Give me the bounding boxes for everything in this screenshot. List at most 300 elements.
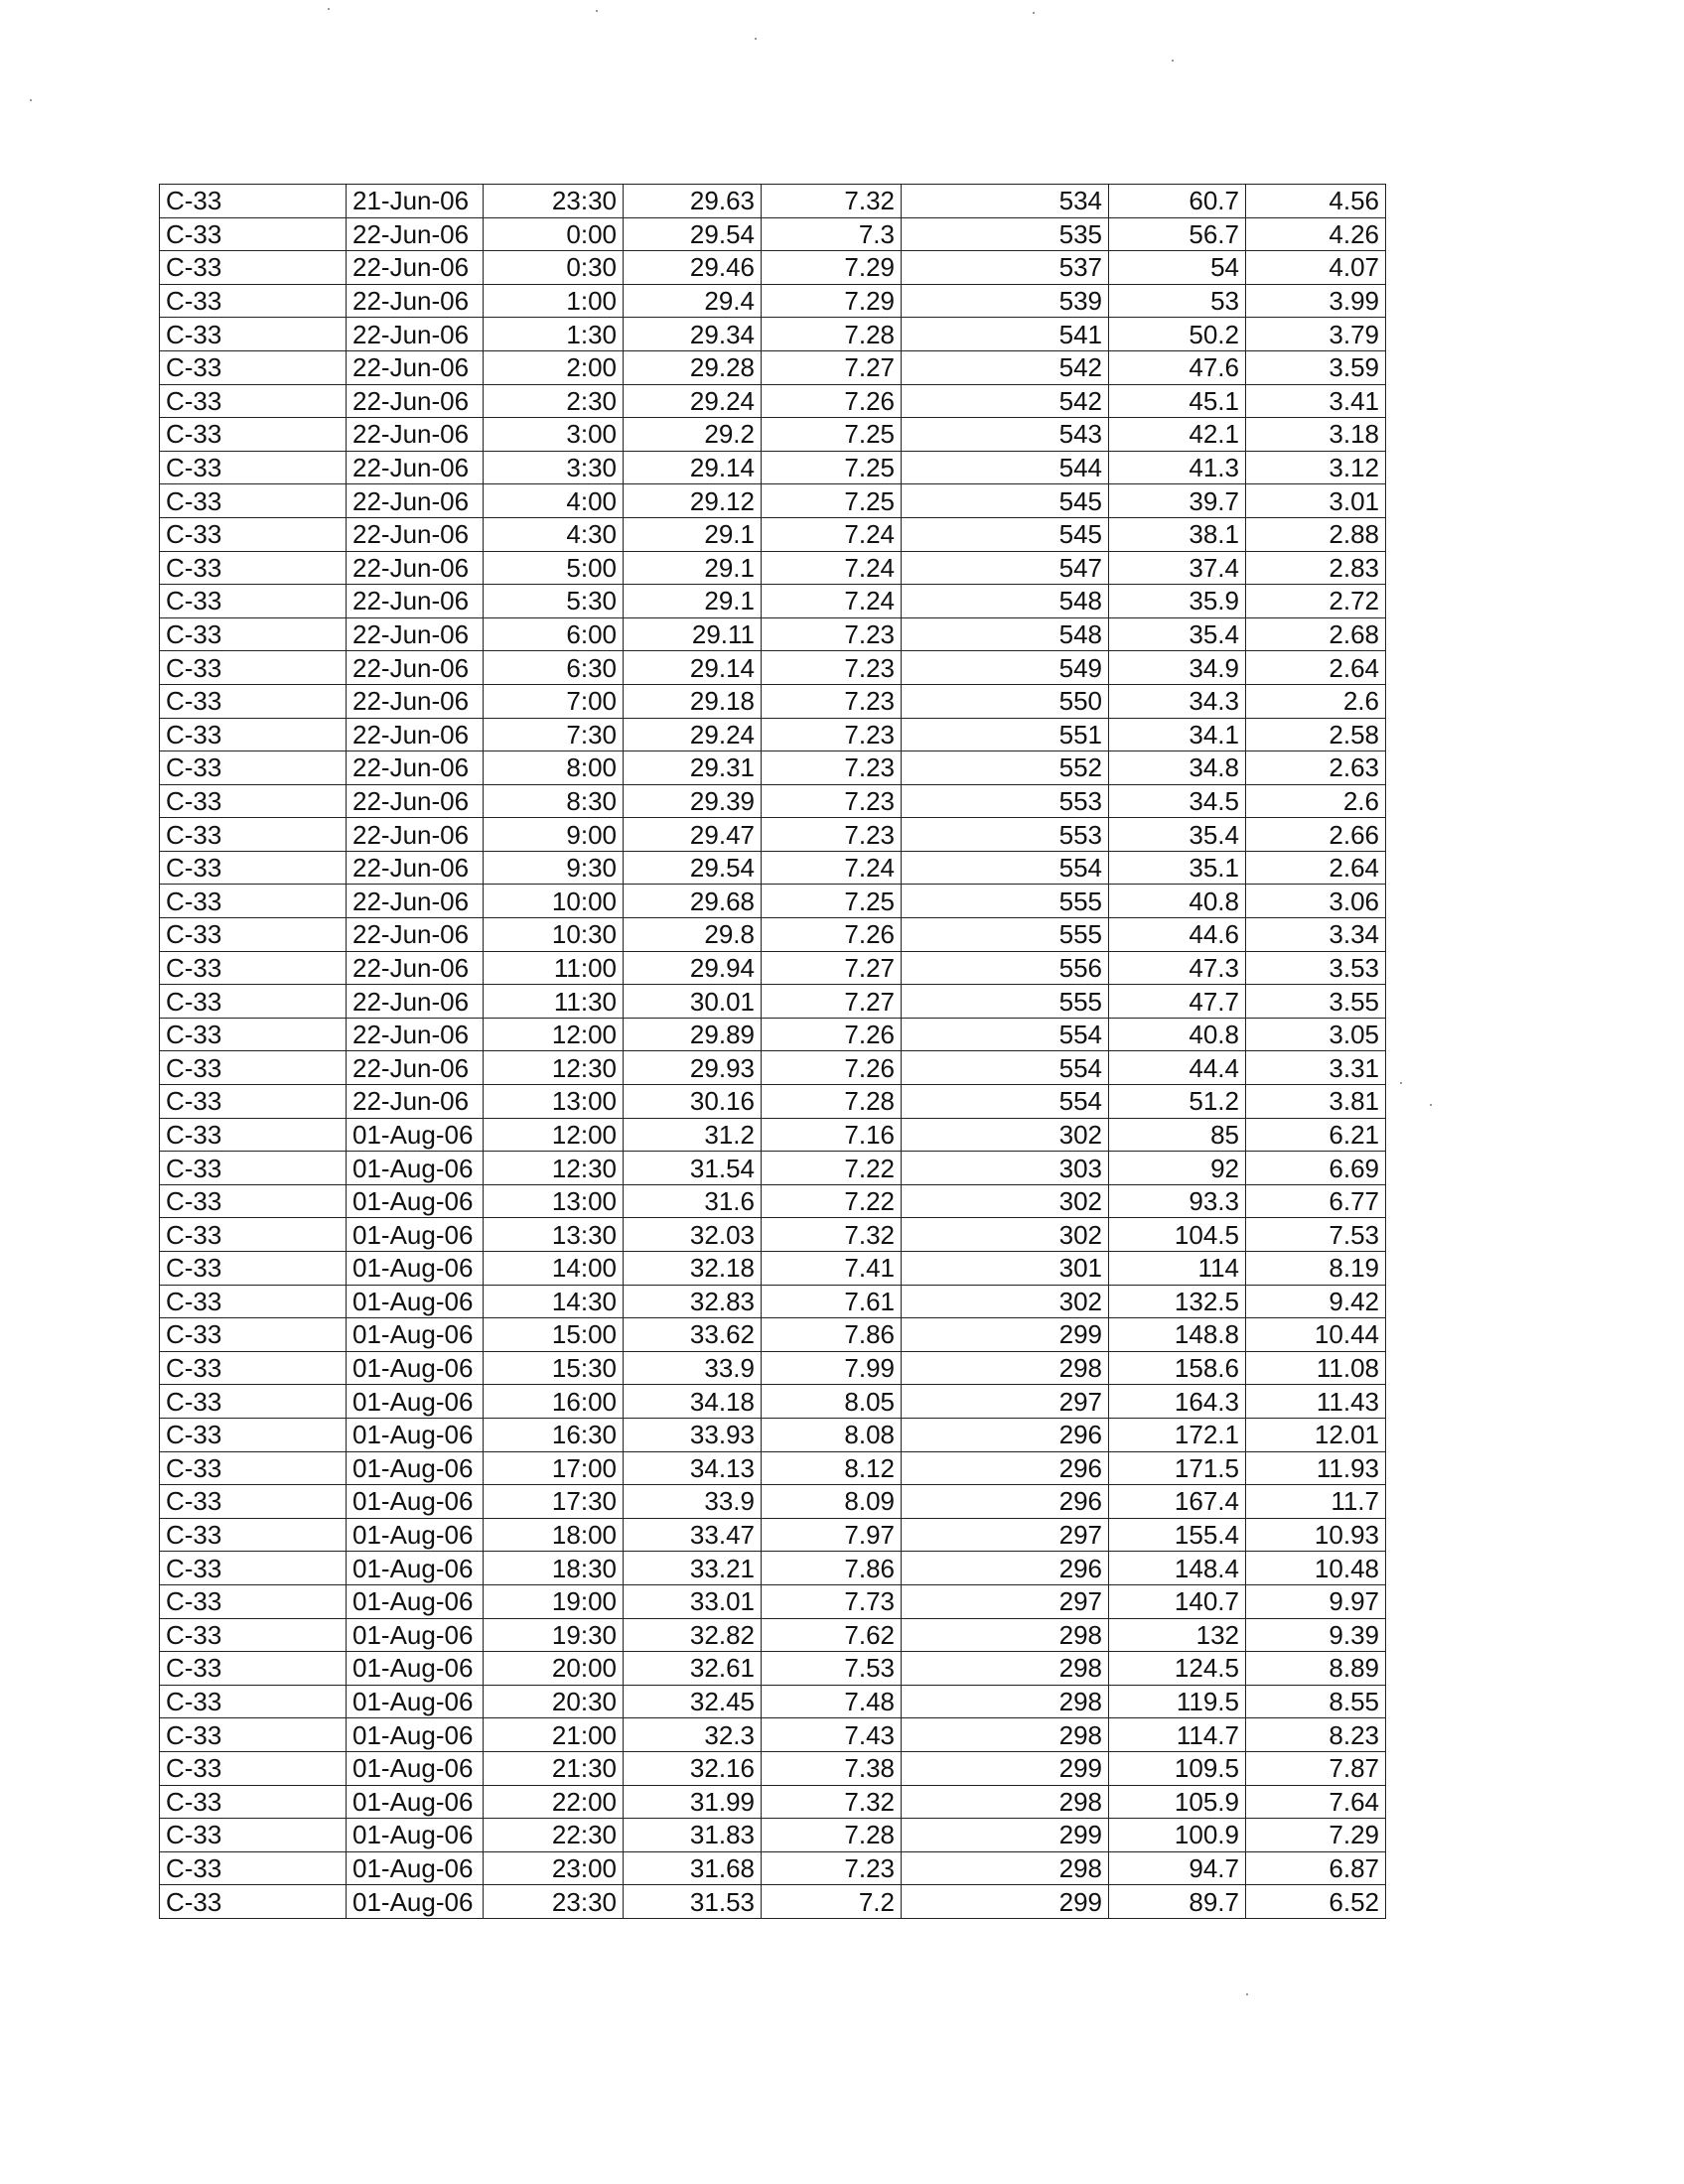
value-3-cell: 544 <box>902 451 1109 484</box>
value-1-cell: 33.93 <box>624 1418 762 1451</box>
value-1-cell: 29.2 <box>624 418 762 452</box>
table-row <box>160 1351 1386 1385</box>
date-cell: 01-Aug-06 <box>347 1584 484 1618</box>
value-2-cell: 7.28 <box>762 1085 902 1119</box>
value-3-cell: 297 <box>902 1385 1109 1419</box>
table-row <box>160 751 1386 785</box>
station-cell: C-33 <box>160 1085 347 1119</box>
value-4-cell: 44.4 <box>1109 1051 1246 1085</box>
date-cell: 22-Jun-06 <box>347 318 484 351</box>
value-1-cell: 32.16 <box>624 1751 762 1785</box>
value-5-cell: 3.18 <box>1246 418 1386 452</box>
value-3-cell: 548 <box>902 585 1109 618</box>
time-cell: 22:00 <box>484 1785 624 1819</box>
date-cell: 01-Aug-06 <box>347 1285 484 1318</box>
date-cell: 22-Jun-06 <box>347 985 484 1019</box>
value-2-cell: 7.43 <box>762 1718 902 1752</box>
value-1-cell: 34.18 <box>624 1385 762 1419</box>
value-5-cell: 3.41 <box>1246 384 1386 418</box>
value-1-cell: 30.16 <box>624 1085 762 1119</box>
value-4-cell: 94.7 <box>1109 1851 1246 1885</box>
value-2-cell: 7.25 <box>762 451 902 484</box>
time-cell: 3:00 <box>484 418 624 452</box>
value-5-cell: 10.44 <box>1246 1318 1386 1352</box>
value-1-cell: 34.13 <box>624 1451 762 1485</box>
value-5-cell: 3.31 <box>1246 1051 1386 1085</box>
table-row <box>160 651 1386 685</box>
value-1-cell: 29.63 <box>624 185 762 218</box>
table-row <box>160 1785 1386 1819</box>
value-2-cell: 7.23 <box>762 617 902 651</box>
value-5-cell: 9.42 <box>1246 1285 1386 1318</box>
value-5-cell: 3.81 <box>1246 1085 1386 1119</box>
value-5-cell: 6.52 <box>1246 1885 1386 1919</box>
station-cell: C-33 <box>160 718 347 751</box>
value-2-cell: 7.23 <box>762 784 902 818</box>
value-1-cell: 29.46 <box>624 251 762 285</box>
value-1-cell: 29.31 <box>624 751 762 785</box>
value-4-cell: 93.3 <box>1109 1184 1246 1218</box>
station-cell: C-33 <box>160 1252 347 1286</box>
value-1-cell: 33.01 <box>624 1584 762 1618</box>
table-row <box>160 1218 1386 1252</box>
value-4-cell: 85 <box>1109 1118 1246 1152</box>
value-1-cell: 29.68 <box>624 885 762 918</box>
time-cell: 13:00 <box>484 1184 624 1218</box>
value-2-cell: 7.29 <box>762 251 902 285</box>
time-cell: 21:30 <box>484 1751 624 1785</box>
value-1-cell: 29.4 <box>624 284 762 318</box>
time-cell: 15:00 <box>484 1318 624 1352</box>
value-4-cell: 41.3 <box>1109 451 1246 484</box>
date-cell: 22-Jun-06 <box>347 1018 484 1051</box>
value-2-cell: 7.24 <box>762 551 902 585</box>
scan-speck <box>1246 1993 1248 1995</box>
date-cell: 01-Aug-06 <box>347 1851 484 1885</box>
value-1-cell: 29.8 <box>624 918 762 952</box>
time-cell: 9:30 <box>484 851 624 885</box>
time-cell: 1:30 <box>484 318 624 351</box>
value-1-cell: 32.18 <box>624 1252 762 1286</box>
value-3-cell: 550 <box>902 684 1109 718</box>
value-5-cell: 6.87 <box>1246 1851 1386 1885</box>
station-cell: C-33 <box>160 1051 347 1085</box>
value-3-cell: 552 <box>902 751 1109 785</box>
station-cell: C-33 <box>160 684 347 718</box>
table-row <box>160 1552 1386 1585</box>
value-4-cell: 60.7 <box>1109 185 1246 218</box>
value-4-cell: 40.8 <box>1109 885 1246 918</box>
time-cell: 7:00 <box>484 684 624 718</box>
value-2-cell: 8.08 <box>762 1418 902 1451</box>
value-5-cell: 10.48 <box>1246 1552 1386 1585</box>
value-4-cell: 92 <box>1109 1152 1246 1185</box>
value-3-cell: 554 <box>902 851 1109 885</box>
table-row <box>160 1418 1386 1451</box>
value-1-cell: 29.94 <box>624 951 762 985</box>
value-1-cell: 29.54 <box>624 851 762 885</box>
station-cell: C-33 <box>160 918 347 952</box>
value-2-cell: 7.97 <box>762 1518 902 1552</box>
value-5-cell: 11.93 <box>1246 1451 1386 1485</box>
time-cell: 2:00 <box>484 350 624 384</box>
time-cell: 20:30 <box>484 1685 624 1718</box>
station-cell: C-33 <box>160 1584 347 1618</box>
time-cell: 3:30 <box>484 451 624 484</box>
table-row <box>160 684 1386 718</box>
value-1-cell: 33.47 <box>624 1518 762 1552</box>
time-cell: 17:00 <box>484 1451 624 1485</box>
value-5-cell: 4.07 <box>1246 251 1386 285</box>
value-4-cell: 140.7 <box>1109 1584 1246 1618</box>
station-cell: C-33 <box>160 1218 347 1252</box>
value-4-cell: 132.5 <box>1109 1285 1246 1318</box>
value-1-cell: 29.1 <box>624 517 762 551</box>
value-3-cell: 534 <box>902 185 1109 218</box>
value-2-cell: 7.23 <box>762 651 902 685</box>
data-table <box>159 184 1386 1919</box>
value-5-cell: 2.6 <box>1246 784 1386 818</box>
value-2-cell: 7.62 <box>762 1618 902 1652</box>
value-4-cell: 34.5 <box>1109 784 1246 818</box>
value-5-cell: 12.01 <box>1246 1418 1386 1451</box>
value-2-cell: 7.24 <box>762 585 902 618</box>
value-2-cell: 7.25 <box>762 484 902 518</box>
value-5-cell: 3.06 <box>1246 885 1386 918</box>
value-3-cell: 551 <box>902 718 1109 751</box>
value-5-cell: 2.58 <box>1246 718 1386 751</box>
station-cell: C-33 <box>160 1685 347 1718</box>
time-cell: 17:30 <box>484 1485 624 1519</box>
table-row <box>160 585 1386 618</box>
time-cell: 19:30 <box>484 1618 624 1652</box>
time-cell: 2:30 <box>484 384 624 418</box>
table-row <box>160 1085 1386 1119</box>
value-1-cell: 31.68 <box>624 1851 762 1885</box>
value-1-cell: 29.11 <box>624 617 762 651</box>
date-cell: 22-Jun-06 <box>347 418 484 452</box>
date-cell: 01-Aug-06 <box>347 1652 484 1686</box>
date-cell: 01-Aug-06 <box>347 1351 484 1385</box>
table-row <box>160 1618 1386 1652</box>
value-2-cell: 7.27 <box>762 985 902 1019</box>
date-cell: 22-Jun-06 <box>347 784 484 818</box>
date-cell: 22-Jun-06 <box>347 951 484 985</box>
value-4-cell: 132 <box>1109 1618 1246 1652</box>
date-cell: 22-Jun-06 <box>347 284 484 318</box>
time-cell: 16:30 <box>484 1418 624 1451</box>
value-4-cell: 35.9 <box>1109 585 1246 618</box>
value-4-cell: 167.4 <box>1109 1485 1246 1519</box>
table-row <box>160 1851 1386 1885</box>
table-row <box>160 784 1386 818</box>
value-4-cell: 35.4 <box>1109 818 1246 852</box>
station-cell: C-33 <box>160 751 347 785</box>
value-2-cell: 7.61 <box>762 1285 902 1318</box>
value-2-cell: 7.32 <box>762 185 902 218</box>
value-5-cell: 3.99 <box>1246 284 1386 318</box>
time-cell: 12:30 <box>484 1152 624 1185</box>
value-5-cell: 4.26 <box>1246 217 1386 251</box>
value-5-cell: 2.68 <box>1246 617 1386 651</box>
table-row <box>160 885 1386 918</box>
date-cell: 01-Aug-06 <box>347 1485 484 1519</box>
time-cell: 23:30 <box>484 185 624 218</box>
value-4-cell: 37.4 <box>1109 551 1246 585</box>
value-5-cell: 8.23 <box>1246 1718 1386 1752</box>
date-cell: 22-Jun-06 <box>347 684 484 718</box>
value-3-cell: 296 <box>902 1418 1109 1451</box>
station-cell: C-33 <box>160 1118 347 1152</box>
station-cell: C-33 <box>160 185 347 218</box>
station-cell: C-33 <box>160 1819 347 1852</box>
value-2-cell: 8.09 <box>762 1485 902 1519</box>
value-2-cell: 8.12 <box>762 1451 902 1485</box>
date-cell: 22-Jun-06 <box>347 1051 484 1085</box>
scan-speck <box>1033 12 1035 14</box>
value-5-cell: 6.77 <box>1246 1184 1386 1218</box>
value-4-cell: 114 <box>1109 1252 1246 1286</box>
value-4-cell: 47.6 <box>1109 350 1246 384</box>
value-4-cell: 148.4 <box>1109 1552 1246 1585</box>
value-1-cell: 29.47 <box>624 818 762 852</box>
time-cell: 4:00 <box>484 484 624 518</box>
value-5-cell: 7.87 <box>1246 1751 1386 1785</box>
value-3-cell: 302 <box>902 1285 1109 1318</box>
time-cell: 23:30 <box>484 1885 624 1919</box>
station-cell: C-33 <box>160 985 347 1019</box>
value-5-cell: 2.66 <box>1246 818 1386 852</box>
date-cell: 21-Jun-06 <box>347 185 484 218</box>
value-5-cell: 11.7 <box>1246 1485 1386 1519</box>
time-cell: 5:00 <box>484 551 624 585</box>
value-3-cell: 537 <box>902 251 1109 285</box>
value-3-cell: 555 <box>902 918 1109 952</box>
time-cell: 11:30 <box>484 985 624 1019</box>
date-cell: 22-Jun-06 <box>347 818 484 852</box>
value-1-cell: 31.54 <box>624 1152 762 1185</box>
value-3-cell: 541 <box>902 318 1109 351</box>
scan-speck <box>1172 60 1174 62</box>
date-cell: 22-Jun-06 <box>347 517 484 551</box>
value-5-cell: 9.97 <box>1246 1584 1386 1618</box>
time-cell: 13:00 <box>484 1085 624 1119</box>
value-4-cell: 34.9 <box>1109 651 1246 685</box>
value-2-cell: 7.26 <box>762 1018 902 1051</box>
value-2-cell: 7.23 <box>762 751 902 785</box>
value-1-cell: 31.99 <box>624 1785 762 1819</box>
value-4-cell: 105.9 <box>1109 1785 1246 1819</box>
value-4-cell: 35.4 <box>1109 617 1246 651</box>
value-1-cell: 33.9 <box>624 1485 762 1519</box>
station-cell: C-33 <box>160 1552 347 1585</box>
table-row <box>160 1885 1386 1919</box>
date-cell: 01-Aug-06 <box>347 1685 484 1718</box>
value-1-cell: 29.28 <box>624 350 762 384</box>
value-4-cell: 124.5 <box>1109 1652 1246 1686</box>
value-2-cell: 7.3 <box>762 217 902 251</box>
station-cell: C-33 <box>160 1485 347 1519</box>
value-2-cell: 7.28 <box>762 318 902 351</box>
value-3-cell: 296 <box>902 1485 1109 1519</box>
table-row <box>160 985 1386 1019</box>
value-1-cell: 29.93 <box>624 1051 762 1085</box>
value-2-cell: 7.25 <box>762 418 902 452</box>
station-cell: C-33 <box>160 1718 347 1752</box>
value-1-cell: 29.18 <box>624 684 762 718</box>
value-2-cell: 7.26 <box>762 1051 902 1085</box>
value-3-cell: 555 <box>902 985 1109 1019</box>
date-cell: 22-Jun-06 <box>347 1085 484 1119</box>
station-cell: C-33 <box>160 951 347 985</box>
time-cell: 18:30 <box>484 1552 624 1585</box>
value-2-cell: 7.22 <box>762 1152 902 1185</box>
value-4-cell: 44.6 <box>1109 918 1246 952</box>
station-cell: C-33 <box>160 517 347 551</box>
value-4-cell: 47.7 <box>1109 985 1246 1019</box>
scan-speck <box>1400 1082 1402 1084</box>
value-3-cell: 549 <box>902 651 1109 685</box>
value-3-cell: 545 <box>902 484 1109 518</box>
date-cell: 01-Aug-06 <box>347 1318 484 1352</box>
value-3-cell: 553 <box>902 818 1109 852</box>
station-cell: C-33 <box>160 1318 347 1352</box>
value-2-cell: 7.32 <box>762 1785 902 1819</box>
table-row <box>160 851 1386 885</box>
value-3-cell: 298 <box>902 1652 1109 1686</box>
station-cell: C-33 <box>160 1652 347 1686</box>
value-4-cell: 89.7 <box>1109 1885 1246 1919</box>
value-3-cell: 299 <box>902 1885 1109 1919</box>
table-row <box>160 1184 1386 1218</box>
value-1-cell: 29.1 <box>624 585 762 618</box>
value-3-cell: 298 <box>902 1718 1109 1752</box>
value-3-cell: 298 <box>902 1785 1109 1819</box>
time-cell: 10:30 <box>484 918 624 952</box>
station-cell: C-33 <box>160 384 347 418</box>
value-4-cell: 100.9 <box>1109 1819 1246 1852</box>
time-cell: 11:00 <box>484 951 624 985</box>
time-cell: 9:00 <box>484 818 624 852</box>
value-5-cell: 8.55 <box>1246 1685 1386 1718</box>
value-3-cell: 302 <box>902 1218 1109 1252</box>
value-2-cell: 7.29 <box>762 284 902 318</box>
value-2-cell: 7.38 <box>762 1751 902 1785</box>
station-cell: C-33 <box>160 617 347 651</box>
value-1-cell: 33.62 <box>624 1318 762 1352</box>
value-3-cell: 542 <box>902 384 1109 418</box>
value-5-cell: 8.89 <box>1246 1652 1386 1686</box>
value-5-cell: 7.53 <box>1246 1218 1386 1252</box>
station-cell: C-33 <box>160 350 347 384</box>
table-row <box>160 484 1386 518</box>
value-1-cell: 31.83 <box>624 1819 762 1852</box>
value-4-cell: 56.7 <box>1109 217 1246 251</box>
value-5-cell: 7.29 <box>1246 1819 1386 1852</box>
time-cell: 8:00 <box>484 751 624 785</box>
value-4-cell: 35.1 <box>1109 851 1246 885</box>
value-2-cell: 7.32 <box>762 1218 902 1252</box>
time-cell: 1:00 <box>484 284 624 318</box>
value-4-cell: 42.1 <box>1109 418 1246 452</box>
value-5-cell: 3.53 <box>1246 951 1386 985</box>
station-cell: C-33 <box>160 284 347 318</box>
table-row <box>160 1718 1386 1752</box>
value-3-cell: 555 <box>902 885 1109 918</box>
date-cell: 22-Jun-06 <box>347 885 484 918</box>
time-cell: 5:30 <box>484 585 624 618</box>
value-5-cell: 2.63 <box>1246 751 1386 785</box>
value-5-cell: 2.88 <box>1246 517 1386 551</box>
value-1-cell: 30.01 <box>624 985 762 1019</box>
value-5-cell: 2.6 <box>1246 684 1386 718</box>
value-3-cell: 539 <box>902 284 1109 318</box>
value-5-cell: 6.69 <box>1246 1152 1386 1185</box>
time-cell: 10:00 <box>484 885 624 918</box>
value-2-cell: 7.23 <box>762 718 902 751</box>
value-3-cell: 543 <box>902 418 1109 452</box>
value-2-cell: 7.24 <box>762 851 902 885</box>
value-5-cell: 9.39 <box>1246 1618 1386 1652</box>
value-2-cell: 7.26 <box>762 918 902 952</box>
date-cell: 22-Jun-06 <box>347 350 484 384</box>
date-cell: 22-Jun-06 <box>347 751 484 785</box>
station-cell: C-33 <box>160 1785 347 1819</box>
table-row <box>160 918 1386 952</box>
value-1-cell: 32.61 <box>624 1652 762 1686</box>
value-4-cell: 34.8 <box>1109 751 1246 785</box>
date-cell: 01-Aug-06 <box>347 1785 484 1819</box>
station-cell: C-33 <box>160 418 347 452</box>
value-4-cell: 158.6 <box>1109 1351 1246 1385</box>
table-row <box>160 1118 1386 1152</box>
value-4-cell: 119.5 <box>1109 1685 1246 1718</box>
table-row <box>160 718 1386 751</box>
value-1-cell: 33.9 <box>624 1351 762 1385</box>
time-cell: 13:30 <box>484 1218 624 1252</box>
value-4-cell: 164.3 <box>1109 1385 1246 1419</box>
value-3-cell: 303 <box>902 1152 1109 1185</box>
date-cell: 22-Jun-06 <box>347 217 484 251</box>
value-2-cell: 8.05 <box>762 1385 902 1419</box>
time-cell: 16:00 <box>484 1385 624 1419</box>
date-cell: 22-Jun-06 <box>347 918 484 952</box>
time-cell: 6:00 <box>484 617 624 651</box>
scan-speck <box>596 10 598 12</box>
table-row <box>160 185 1386 218</box>
value-1-cell: 32.83 <box>624 1285 762 1318</box>
table-row <box>160 617 1386 651</box>
value-4-cell: 171.5 <box>1109 1451 1246 1485</box>
value-1-cell: 31.53 <box>624 1885 762 1919</box>
table-row <box>160 1685 1386 1718</box>
value-5-cell: 2.64 <box>1246 651 1386 685</box>
value-3-cell: 299 <box>902 1819 1109 1852</box>
date-cell: 01-Aug-06 <box>347 1118 484 1152</box>
value-3-cell: 297 <box>902 1584 1109 1618</box>
date-cell: 01-Aug-06 <box>347 1751 484 1785</box>
value-4-cell: 109.5 <box>1109 1751 1246 1785</box>
date-cell: 01-Aug-06 <box>347 1518 484 1552</box>
value-4-cell: 172.1 <box>1109 1418 1246 1451</box>
station-cell: C-33 <box>160 318 347 351</box>
table-row <box>160 384 1386 418</box>
value-4-cell: 114.7 <box>1109 1718 1246 1752</box>
value-4-cell: 54 <box>1109 251 1246 285</box>
table-row <box>160 1018 1386 1051</box>
value-3-cell: 299 <box>902 1751 1109 1785</box>
value-3-cell: 553 <box>902 784 1109 818</box>
